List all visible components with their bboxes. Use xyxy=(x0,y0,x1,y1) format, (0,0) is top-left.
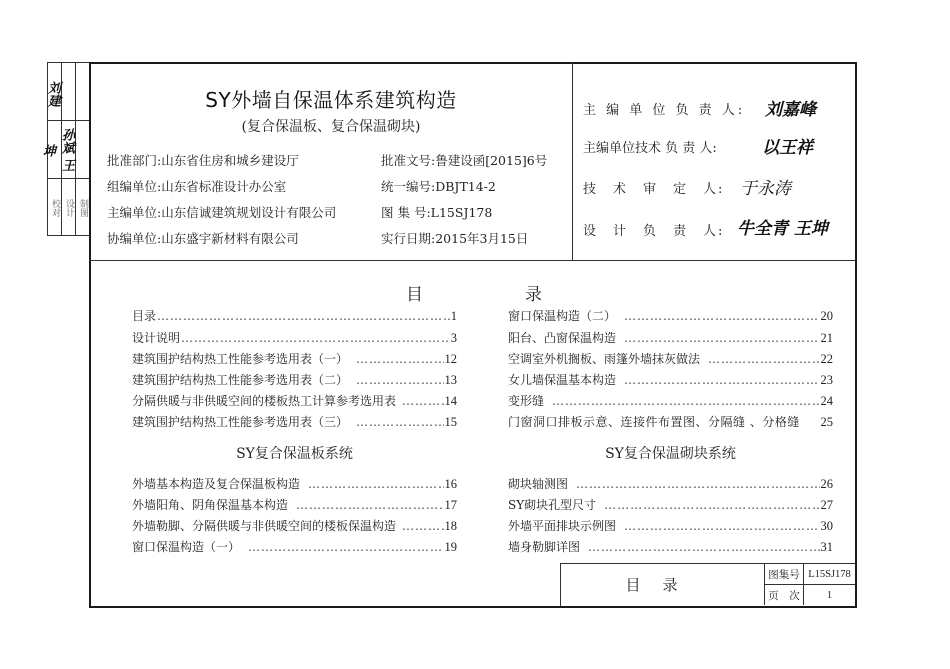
resp-label-review: 技 术 审 定 人: xyxy=(583,182,725,197)
toc-leader-dots xyxy=(604,498,819,512)
strip-label-check: 校对 xyxy=(50,199,60,217)
info-value: DBJT14-2 xyxy=(435,179,496,194)
title-block-page-label: 页 次 xyxy=(768,589,800,602)
toc-item-page: 15 xyxy=(444,415,457,429)
toc-leader-dots xyxy=(157,309,450,323)
toc-leader-dots xyxy=(356,352,443,366)
info-approval-no xyxy=(381,151,547,169)
toc-item[interactable] xyxy=(508,496,833,513)
toc-item-title: 女儿墙保温基本构造 xyxy=(508,373,617,387)
info-value: 山东信诚建筑规划设计有限公司 xyxy=(161,205,337,220)
toc-leader-dots xyxy=(356,415,443,429)
info-approval-dept xyxy=(107,151,299,169)
header-horizontal-divider xyxy=(89,260,855,261)
toc-leader-dots xyxy=(624,331,819,345)
info-value: L15SJ178 xyxy=(430,205,493,220)
toc-item-page: 16 xyxy=(444,477,457,491)
info-compile-unit xyxy=(107,177,286,195)
toc-item-title: 砌块轴测图 xyxy=(508,477,569,491)
header-vertical-divider xyxy=(572,62,573,261)
toc-item-title: 墙身勒脚详图 xyxy=(508,540,581,554)
strip-label-draw: 制图 xyxy=(78,199,88,217)
toc-leader-dots xyxy=(181,331,450,345)
toc-item-page: 13 xyxy=(444,373,457,387)
toc-leader-dots xyxy=(708,352,819,366)
strip-signature-1: 刘建 xyxy=(45,80,60,107)
info-value: 山东省标准设计办公室 xyxy=(161,179,287,194)
toc-item[interactable] xyxy=(508,517,833,534)
info-atlas-no xyxy=(381,203,492,221)
toc-leader-dots xyxy=(402,394,443,408)
info-label: 统一编号: xyxy=(381,179,436,194)
toc-leader-dots xyxy=(402,519,443,533)
toc-item-title: 空调室外机搁板、雨篷外墙抹灰做法 xyxy=(508,352,701,366)
info-value: 山东盛宇新材料有限公司 xyxy=(161,231,299,246)
info-value: 2015年3月15日 xyxy=(435,231,529,246)
resp-label-design: 设 计 负 责 人: xyxy=(583,224,725,239)
toc-item-title: 建筑围护结构热工性能参考选用表（一） xyxy=(132,352,349,366)
toc-item-page: 22 xyxy=(820,352,833,366)
toc-heading-left: 目 xyxy=(406,285,423,305)
toc-item-title: 外墙平面排块示例图 xyxy=(508,519,617,533)
toc-item-page: 19 xyxy=(444,540,457,554)
document-subtitle: (复合保温板、复合保温砌块) xyxy=(241,119,421,135)
resp-label-chief-unit: 主 编 单 位 负 责 人: xyxy=(583,103,746,118)
toc-item[interactable] xyxy=(132,496,457,513)
resp-signature-tech: 以王祥 xyxy=(762,138,813,158)
toc-item[interactable] xyxy=(132,538,457,555)
title-block-atlas-value: L15SJ178 xyxy=(808,568,851,580)
resp-signature-chief-unit: 刘嘉峰 xyxy=(765,100,816,120)
resp-signature-design: 牛全青 王坤 xyxy=(737,219,828,239)
toc-item[interactable] xyxy=(132,350,457,367)
title-block-page-value: 1 xyxy=(826,589,833,601)
toc-item[interactable] xyxy=(508,307,833,324)
toc-item-title: 窗口保温构造（一） xyxy=(132,540,241,554)
toc-item[interactable] xyxy=(508,538,833,555)
info-label: 图 集 号: xyxy=(381,205,431,220)
title-block-sheet-name: 目录 xyxy=(625,575,700,594)
toc-item[interactable] xyxy=(508,413,833,430)
toc-item[interactable] xyxy=(132,329,457,346)
toc-item-page: 14 xyxy=(444,394,457,408)
toc-item-page: 31 xyxy=(820,540,833,554)
toc-item-page: 12 xyxy=(444,352,457,366)
toc-item-page: 23 xyxy=(820,373,833,387)
toc-item-page: 18 xyxy=(444,519,457,533)
toc-item-title: 目录 xyxy=(132,309,157,323)
toc-item-page: 25 xyxy=(820,415,833,429)
toc-item-page: 21 xyxy=(820,331,833,345)
toc-item-title: 建筑围护结构热工性能参考选用表（三） xyxy=(132,415,349,429)
toc-item-title: 外墙阳角、阴角保温基本构造 xyxy=(132,498,289,512)
toc-item[interactable] xyxy=(132,517,457,534)
toc-item[interactable] xyxy=(132,371,457,388)
info-chief-editor-unit xyxy=(107,203,336,221)
side-signature-strip xyxy=(40,62,89,236)
toc-item-title: 设计说明 xyxy=(132,331,181,345)
strip-signature-2: 孙斌 王坤 xyxy=(40,128,74,172)
toc-item-title: 变形缝 xyxy=(508,394,545,408)
toc-item[interactable] xyxy=(132,307,457,324)
toc-item-page: 27 xyxy=(820,498,833,512)
toc-item[interactable] xyxy=(132,475,457,492)
toc-leader-dots xyxy=(624,373,819,387)
info-value: 鲁建设函[2015]6号 xyxy=(435,153,548,168)
toc-item-page: 20 xyxy=(820,309,833,323)
title-block-atlas-label: 图集号 xyxy=(768,568,800,581)
toc-item[interactable] xyxy=(132,392,457,409)
toc-item-page: 3 xyxy=(450,331,457,345)
toc-leader-dots xyxy=(576,477,819,491)
toc-item-title: 分隔供暖与非供暖空间的楼板热工计算参考选用表 xyxy=(132,394,397,408)
toc-leader-dots xyxy=(588,540,819,554)
info-value: 山东省住房和城乡建设厅 xyxy=(161,153,299,168)
toc-leader-dots xyxy=(248,540,443,554)
toc-item[interactable] xyxy=(508,371,833,388)
info-label: 批准部门: xyxy=(107,153,162,168)
toc-item-page: 1 xyxy=(450,309,457,323)
toc-leader-dots xyxy=(308,477,443,491)
toc-item[interactable] xyxy=(508,475,833,492)
toc-item-title: 阳台、凸窗保温构造 xyxy=(508,331,617,345)
info-label: 主编单位: xyxy=(107,205,162,220)
toc-item-page: 24 xyxy=(820,394,833,408)
strip-row-divider xyxy=(48,178,89,179)
toc-item-page: 26 xyxy=(820,477,833,491)
strip-row-divider xyxy=(48,120,89,121)
toc-item-page: 17 xyxy=(444,498,457,512)
section-heading-block: SY复合保温砌块系统 xyxy=(605,446,736,462)
toc-item-page: 30 xyxy=(820,519,833,533)
toc-leader-dots xyxy=(552,394,819,408)
info-effective-date xyxy=(381,229,528,247)
info-unified-no xyxy=(381,177,496,195)
info-label: 协编单位: xyxy=(107,231,162,246)
toc-item[interactable] xyxy=(508,350,833,367)
resp-label-tech: 主编单位技术 负 责 人: xyxy=(583,141,717,156)
toc-leader-dots xyxy=(624,309,819,323)
info-label: 实行日期: xyxy=(381,231,436,246)
info-label: 组编单位: xyxy=(107,179,162,194)
toc-item-title: SY砌块孔型尺寸 xyxy=(508,498,597,512)
strip-label-design: 设计 xyxy=(64,199,74,217)
toc-leader-dots xyxy=(356,373,443,387)
toc-item[interactable] xyxy=(508,329,833,346)
toc-item-title: 外墙基本构造及复合保温板构造 xyxy=(132,477,301,491)
resp-signature-review: 于永涛 xyxy=(740,179,791,199)
toc-item-title: 外墙勒脚、分隔供暖与非供暖空间的楼板保温构造 xyxy=(132,519,397,533)
info-co-editor-unit xyxy=(107,229,299,247)
toc-leader-dots xyxy=(624,519,819,533)
section-heading-board: SY复合保温板系统 xyxy=(236,446,353,462)
toc-heading-right: 录 xyxy=(525,285,542,305)
document-title: SY外墙自保温体系建筑构造 xyxy=(205,88,457,112)
toc-item-title: 建筑围护结构热工性能参考选用表（二） xyxy=(132,373,349,387)
toc-item-title: 窗口保温构造（二） xyxy=(508,309,617,323)
info-label: 批准文号: xyxy=(381,153,436,168)
toc-item[interactable] xyxy=(132,413,457,430)
toc-item[interactable] xyxy=(508,392,833,409)
toc-leader-dots xyxy=(296,498,443,512)
toc-item-title: 门窗洞口排板示意、连接件布置图、分隔缝 、分格缝 xyxy=(508,415,800,429)
